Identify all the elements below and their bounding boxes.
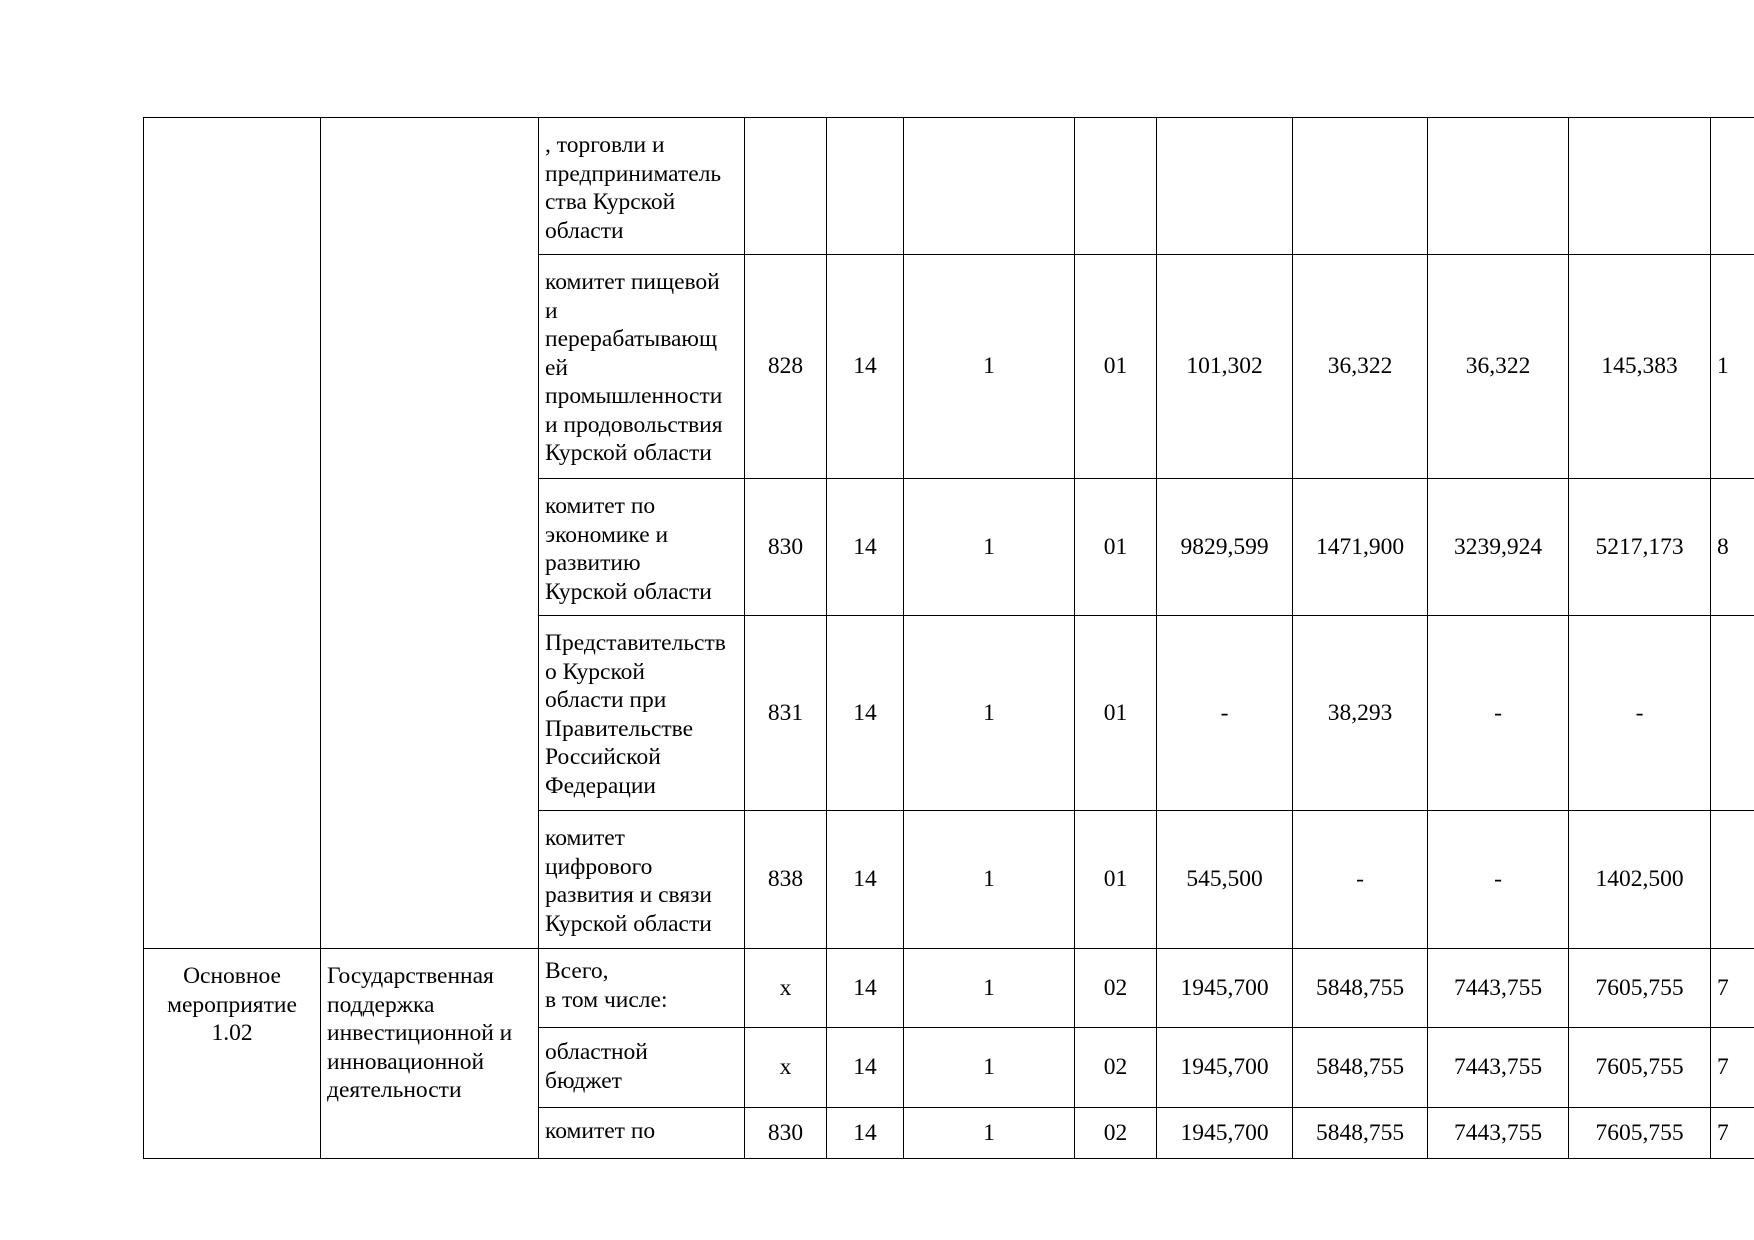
section-cell xyxy=(827,118,904,255)
amount-cell: 36,322 xyxy=(1293,255,1428,479)
amount-cell: 7605,755 xyxy=(1569,949,1711,1028)
grbs-cell: х xyxy=(745,949,827,1028)
amount-cell: - xyxy=(1428,811,1569,949)
grbs-cell: х xyxy=(745,1028,827,1108)
amount-cell: 1945,700 xyxy=(1157,1108,1293,1159)
measure-code-cell: 02 xyxy=(1075,949,1157,1028)
amount-cell-cut: 1 xyxy=(1711,255,1754,479)
amount-cell: - xyxy=(1569,616,1711,811)
measure-code-cell: 01 xyxy=(1075,255,1157,479)
grbs-cell: 830 xyxy=(745,479,827,616)
measure-code-cell: 01 xyxy=(1075,479,1157,616)
amount-cell xyxy=(1157,118,1293,255)
section-cell: 14 xyxy=(827,811,904,949)
amount-cell: 1945,700 xyxy=(1157,949,1293,1028)
amount-cell xyxy=(1428,118,1569,255)
measure-status-cell: Основное мероприятие 1.02 xyxy=(144,949,321,1159)
executor-cell: Представительств о Курской области при Правительстве Российской Федерации xyxy=(539,616,745,811)
executor-cell: Всего, в том числе: xyxy=(539,949,745,1028)
status-cell-empty xyxy=(144,118,321,949)
section-cell: 14 xyxy=(827,479,904,616)
amount-cell-cut: 7 xyxy=(1711,949,1754,1028)
amount-cell: 5217,173 xyxy=(1569,479,1711,616)
measure-code-cell: 02 xyxy=(1075,1108,1157,1159)
amount-cell-cut xyxy=(1711,118,1754,255)
amount-cell: 101,302 xyxy=(1157,255,1293,479)
program-cell: 1 xyxy=(904,811,1075,949)
amount-cell-cut xyxy=(1711,616,1754,811)
amount-cell: 5848,755 xyxy=(1293,1108,1428,1159)
amount-cell: 7605,755 xyxy=(1569,1108,1711,1159)
amount-cell: 3239,924 xyxy=(1428,479,1569,616)
section-cell: 14 xyxy=(827,616,904,811)
amount-cell: 545,500 xyxy=(1157,811,1293,949)
executor-cell: , торговли и предприниматель ства Курской области xyxy=(539,118,745,255)
executor-cell: областной бюджет xyxy=(539,1028,745,1108)
amount-cell: - xyxy=(1428,616,1569,811)
amount-cell: 1945,700 xyxy=(1157,1028,1293,1108)
measure-code-cell: 02 xyxy=(1075,1028,1157,1108)
grbs-cell xyxy=(745,118,827,255)
program-cell: 1 xyxy=(904,479,1075,616)
grbs-cell: 828 xyxy=(745,255,827,479)
measure-code-cell xyxy=(1075,118,1157,255)
amount-cell: 1471,900 xyxy=(1293,479,1428,616)
amount-cell: - xyxy=(1157,616,1293,811)
name-cell-empty xyxy=(321,118,539,949)
executor-cell: комитет пищевой и перерабатывающ ей промышленности и продовольствия Курской области xyxy=(539,255,745,479)
executor-cell: комитет по экономике и развитию Курской области xyxy=(539,479,745,616)
budget-table xyxy=(143,117,1754,1159)
amount-cell-cut: 7 xyxy=(1711,1108,1754,1159)
executor-cell: комитет цифрового развития и связи Курской области xyxy=(539,811,745,949)
program-cell: 1 xyxy=(904,1028,1075,1108)
measure-name-cell: Государственная поддержка инвестиционной и инновационной деятельности xyxy=(321,949,539,1159)
amount-cell-cut xyxy=(1711,811,1754,949)
amount-cell: 5848,755 xyxy=(1293,1028,1428,1108)
grbs-cell: 831 xyxy=(745,616,827,811)
amount-cell: - xyxy=(1293,811,1428,949)
program-cell: 1 xyxy=(904,255,1075,479)
amount-cell xyxy=(1569,118,1711,255)
program-cell: 1 xyxy=(904,1108,1075,1159)
table-row xyxy=(144,949,1754,1028)
grbs-cell: 838 xyxy=(745,811,827,949)
amount-cell: 9829,599 xyxy=(1157,479,1293,616)
amount-cell: 145,383 xyxy=(1569,255,1711,479)
measure-code-cell: 01 xyxy=(1075,616,1157,811)
section-cell: 14 xyxy=(827,1028,904,1108)
section-cell: 14 xyxy=(827,949,904,1028)
amount-cell: 1402,500 xyxy=(1569,811,1711,949)
executor-cell: комитет по xyxy=(539,1108,745,1159)
amount-cell: 7443,755 xyxy=(1428,1108,1569,1159)
amount-cell-cut: 8 xyxy=(1711,479,1754,616)
amount-cell: 7443,755 xyxy=(1428,949,1569,1028)
program-cell: 1 xyxy=(904,949,1075,1028)
amount-cell: 38,293 xyxy=(1293,616,1428,811)
section-cell: 14 xyxy=(827,255,904,479)
grbs-cell: 830 xyxy=(745,1108,827,1159)
section-cell: 14 xyxy=(827,1108,904,1159)
amount-cell: 36,322 xyxy=(1428,255,1569,479)
amount-cell: 5848,755 xyxy=(1293,949,1428,1028)
table-row xyxy=(144,118,1754,255)
amount-cell-cut: 7 xyxy=(1711,1028,1754,1108)
program-cell xyxy=(904,118,1075,255)
amount-cell: 7605,755 xyxy=(1569,1028,1711,1108)
measure-code-cell: 01 xyxy=(1075,811,1157,949)
program-cell: 1 xyxy=(904,616,1075,811)
amount-cell xyxy=(1293,118,1428,255)
amount-cell: 7443,755 xyxy=(1428,1028,1569,1108)
